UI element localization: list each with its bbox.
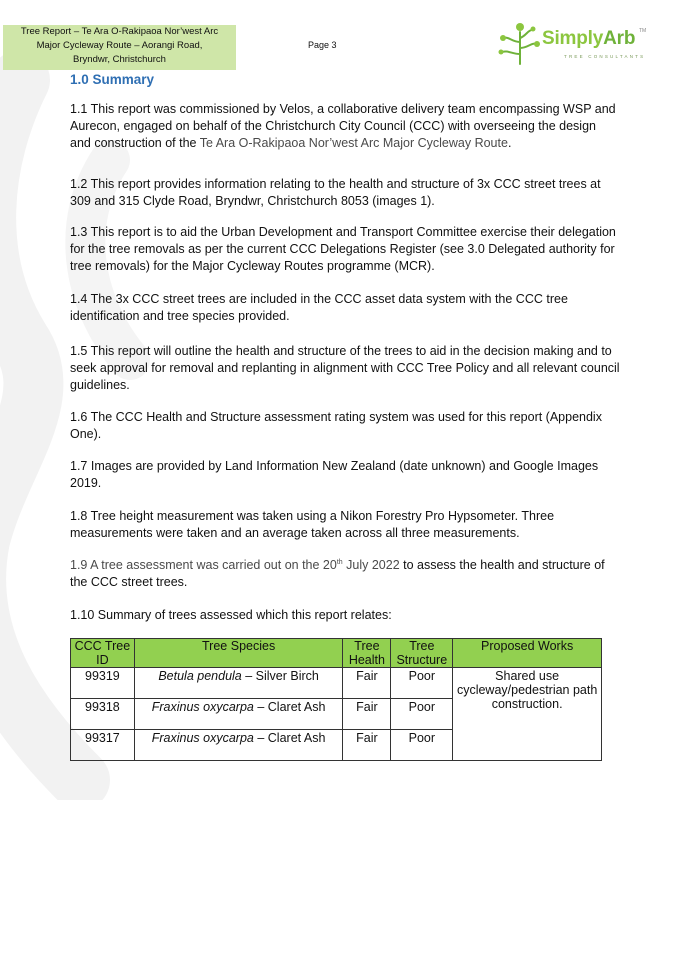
header-tree-species: Tree Species <box>134 639 343 668</box>
logo-trademark: TM <box>639 28 647 34</box>
table-row <box>71 668 602 699</box>
species-latin-name: Fraxinus oxycarpa <box>151 700 254 714</box>
paragraph-1-1-end: . <box>507 136 512 150</box>
species-latin-name: Fraxinus oxycarpa <box>151 731 254 745</box>
paragraph-1-9 <box>70 557 620 591</box>
trees-summary-table <box>70 638 602 761</box>
tree-health-cell: Fair <box>343 730 391 761</box>
paragraph-1-5: 1.5 This report will outline the health and structure of the trees to aid in the decision making and to seek approval for removal and replanting in alignment with CCC Tree Policy and all relevant council guidelines. <box>70 344 620 392</box>
header-proposed-works: Proposed Works <box>453 639 602 668</box>
paragraph-1-6: 1.6 The CCC Health and Structure assessment rating system was used for this report (Appendix One). <box>70 410 602 441</box>
report-header-box <box>3 25 236 70</box>
tree-health-cell: Fair <box>343 699 391 730</box>
tree-logo-icon <box>498 18 542 66</box>
logo-word-arb: Arb <box>603 28 636 49</box>
tree-species-cell <box>134 668 343 699</box>
paragraph-1-4: 1.4 The 3x CCC street trees are included in the CCC asset data system with the CCC tree identification and tree species provided. <box>70 292 568 323</box>
tree-id-cell: 99317 <box>71 730 135 761</box>
paragraph-1-1-text: 1.1 This report was commissioned by Velos, a collaborative delivery team encompassing WSP and Aurecon, engaged on behalf of the Christchurch City Council (CCC) with overseeing the design and construction of the <box>70 102 616 150</box>
table-header-row <box>71 639 602 668</box>
paragraph-1-9-end: to assess the health and structure of the CCC street trees. <box>70 558 605 589</box>
header-tree-structure: Tree Structure <box>391 639 453 668</box>
species-common-name: – Silver Birch <box>241 669 319 683</box>
paragraph-1-10: 1.10 Summary of trees assessed which this report relates: <box>70 608 392 622</box>
paragraph-1-8: 1.8 Tree height measurement was taken using a Nikon Forestry Pro Hypsometer. Three measurements were taken and an average taken across all three measurements. <box>70 509 555 540</box>
logo-word-simply: Simply <box>542 28 604 49</box>
report-title-line-1: Tree Report – Te Ara O-Rakipaoa Nor’west Arc <box>20 26 219 37</box>
tree-health-cell: Fair <box>343 668 391 699</box>
assessment-date: July 2022 <box>342 558 400 572</box>
paragraph-1-2: 1.2 This report provides information relating to the health and structure of 3x CCC street trees at 309 and 315 Clyde Road, Bryndwr, Christchurch 8053 (images 1). <box>70 177 601 208</box>
simplyarb-logo <box>498 18 648 68</box>
tree-structure-cell: Poor <box>391 730 453 761</box>
logo-subtitle: TREE CONSULTANTS <box>564 54 646 59</box>
tree-id-cell: 99319 <box>71 668 135 699</box>
date-superscript: th <box>336 559 343 566</box>
report-title-line-2: Major Cycleway Route – Aorangi Road, <box>36 40 203 51</box>
paragraph-1-9-start: 1.9 A tree assessment was carried out on the 20 <box>70 558 337 572</box>
tree-id-cell: 99318 <box>71 699 135 730</box>
paragraph-1-3: 1.3 This report is to aid the Urban Development and Transport Committee exercise their delegation for the tree removals as per the current CCC Delegations Register (see 3.0 Delegated authority for tree removals) for the Major Cycleway Routes programme (MCR). <box>70 225 616 273</box>
paragraph-1-7: 1.7 Images are provided by Land Information New Zealand (date unknown) and Google Images 2019. <box>70 459 599 490</box>
tree-structure-cell: Poor <box>391 668 453 699</box>
tree-species-cell <box>134 699 343 730</box>
tree-structure-cell: Poor <box>391 699 453 730</box>
report-title-line-3: Bryndwr, Christchurch <box>73 54 166 65</box>
header-tree-health: Tree Health <box>343 639 391 668</box>
section-title: 1.0 Summary <box>70 72 155 87</box>
proposed-works-cell: Shared use cycleway/pedestrian path construction. <box>453 668 602 761</box>
header-tree-id: CCC Tree ID <box>71 639 135 668</box>
paragraph-1-1 <box>70 101 620 152</box>
page-number: Page 3 <box>308 40 337 50</box>
species-latin-name: Betula pendula <box>158 669 242 683</box>
cycleway-route-name: Te Ara O-Rakipaoa Nor’west Arc Major Cycleway Route <box>199 136 508 150</box>
logo-wordmark <box>542 28 635 50</box>
species-common-name: – Claret Ash <box>253 700 326 714</box>
tree-species-cell <box>134 730 343 761</box>
species-common-name: – Claret Ash <box>253 731 326 745</box>
